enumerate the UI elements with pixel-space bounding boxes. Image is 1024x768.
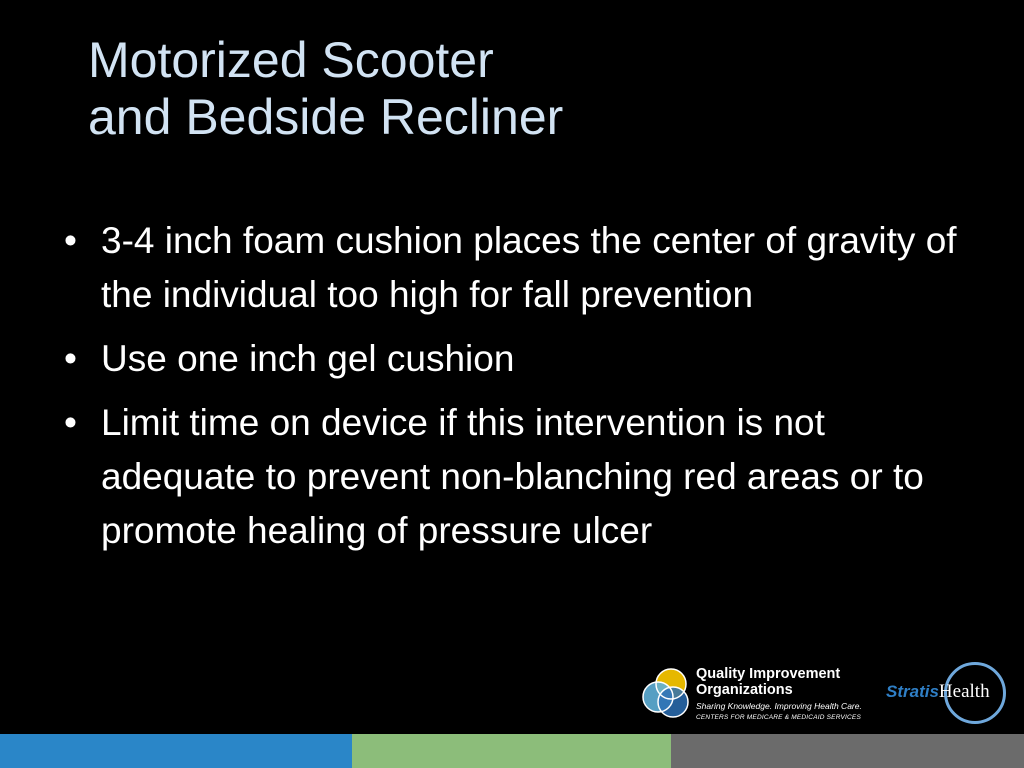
bullet-list bbox=[56, 214, 976, 568]
slide-title bbox=[88, 32, 968, 146]
qio-name-line-1: Quality Improvement bbox=[696, 666, 841, 682]
stratis-word-part-1: Stratis bbox=[886, 682, 939, 701]
bullet-dot: • bbox=[64, 402, 77, 443]
footer-bar-green bbox=[352, 734, 671, 768]
stratis-wordmark bbox=[886, 682, 990, 702]
bullet-item bbox=[56, 332, 976, 386]
bullet-text: Use one inch gel cushion bbox=[101, 338, 515, 379]
footer-logos bbox=[636, 660, 1012, 732]
bullet-item bbox=[56, 396, 976, 558]
qio-logo-text bbox=[696, 666, 862, 722]
footer-bar-gray bbox=[671, 734, 1024, 768]
bullet-dot: • bbox=[64, 338, 77, 379]
stratis-health-logo bbox=[882, 660, 1012, 732]
qio-logo-icon bbox=[638, 664, 694, 722]
stratis-word-part-2: Health bbox=[938, 681, 990, 702]
qio-subline: CENTERS FOR MEDICARE & MEDICAID SERVICES bbox=[696, 714, 861, 721]
footer-bar-blue bbox=[0, 734, 352, 768]
slide-title-line-2: and Bedside Recliner bbox=[88, 89, 564, 145]
bullet-item bbox=[56, 214, 976, 322]
bullet-text: Limit time on device if this intervention is not adequate to prevent non-blanching red areas or to promote healing of pressure ulcer bbox=[101, 402, 924, 551]
bullet-dot: • bbox=[64, 220, 77, 261]
qio-name-line-2: Organizations bbox=[696, 682, 793, 698]
bullet-text: 3-4 inch foam cushion places the center of gravity of the individual too high for fall prevention bbox=[101, 220, 957, 315]
qio-tagline: Sharing Knowledge. Improving Health Care. bbox=[696, 701, 862, 711]
slide-title-line-1: Motorized Scooter bbox=[88, 32, 494, 88]
